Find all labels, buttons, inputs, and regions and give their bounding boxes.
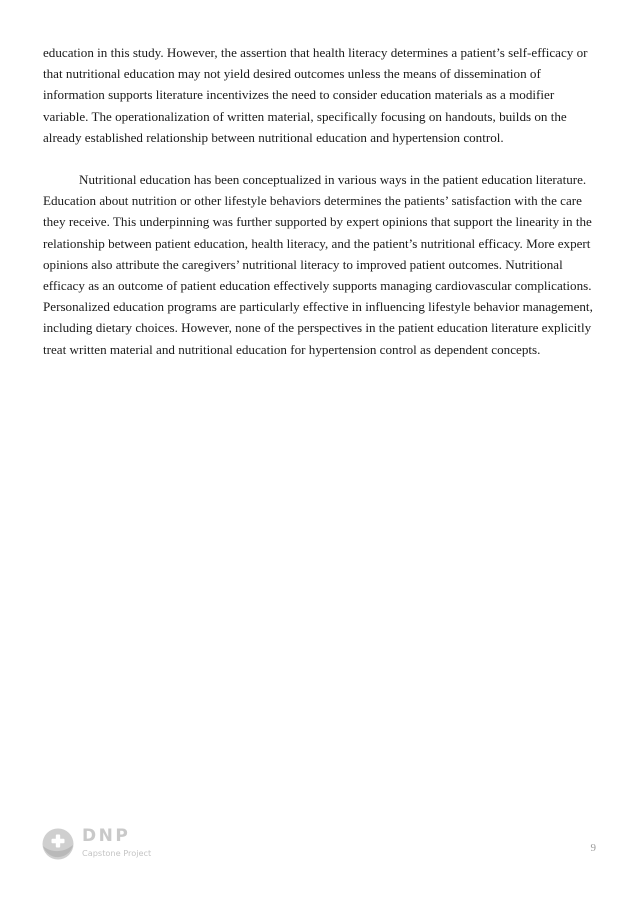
footer-logo (42, 827, 172, 863)
page-number: 9 (590, 842, 596, 854)
body-text (43, 42, 599, 360)
logo-title: DNP (82, 826, 131, 846)
plus-circle-icon (42, 828, 74, 860)
logo-subtitle: Capstone Project (82, 848, 152, 858)
paragraph: education in this study. However, the assertion that health literacy determines a patient’s self-efficacy or that nutritional education may not yield desired outcomes unless the means of dissemination of information supports literature incentivizes the need to consider education materials as a modifier variable. The operationalization of written material, specifically focusing on handouts, builds on the already established relationship between nutritional education and hypertension control. (43, 45, 588, 145)
paragraph: Nutritional education has been conceptualized in various ways in the patient education literature. Education about nutrition or other lifestyle behaviors determines the patients’ satisfaction with the care they receive. This underpinning was further supported by expert opinions that support the linearity in the relationship between patient education, health literacy, and the patient’s nutritional efficacy. More expert opinions also attribute the caregivers’ nutritional literacy to improved patient outcomes. Nutritional efficacy as an outcome of patient education effectively supports managing cardiovascular complications. Personalized education programs are particularly effective in influencing lifestyle behavior management, including dietary choices. However, none of the perspectives in the patient education literature explicitly treat written material and nutritional education for hypertension control as dependent concepts. (43, 172, 593, 357)
